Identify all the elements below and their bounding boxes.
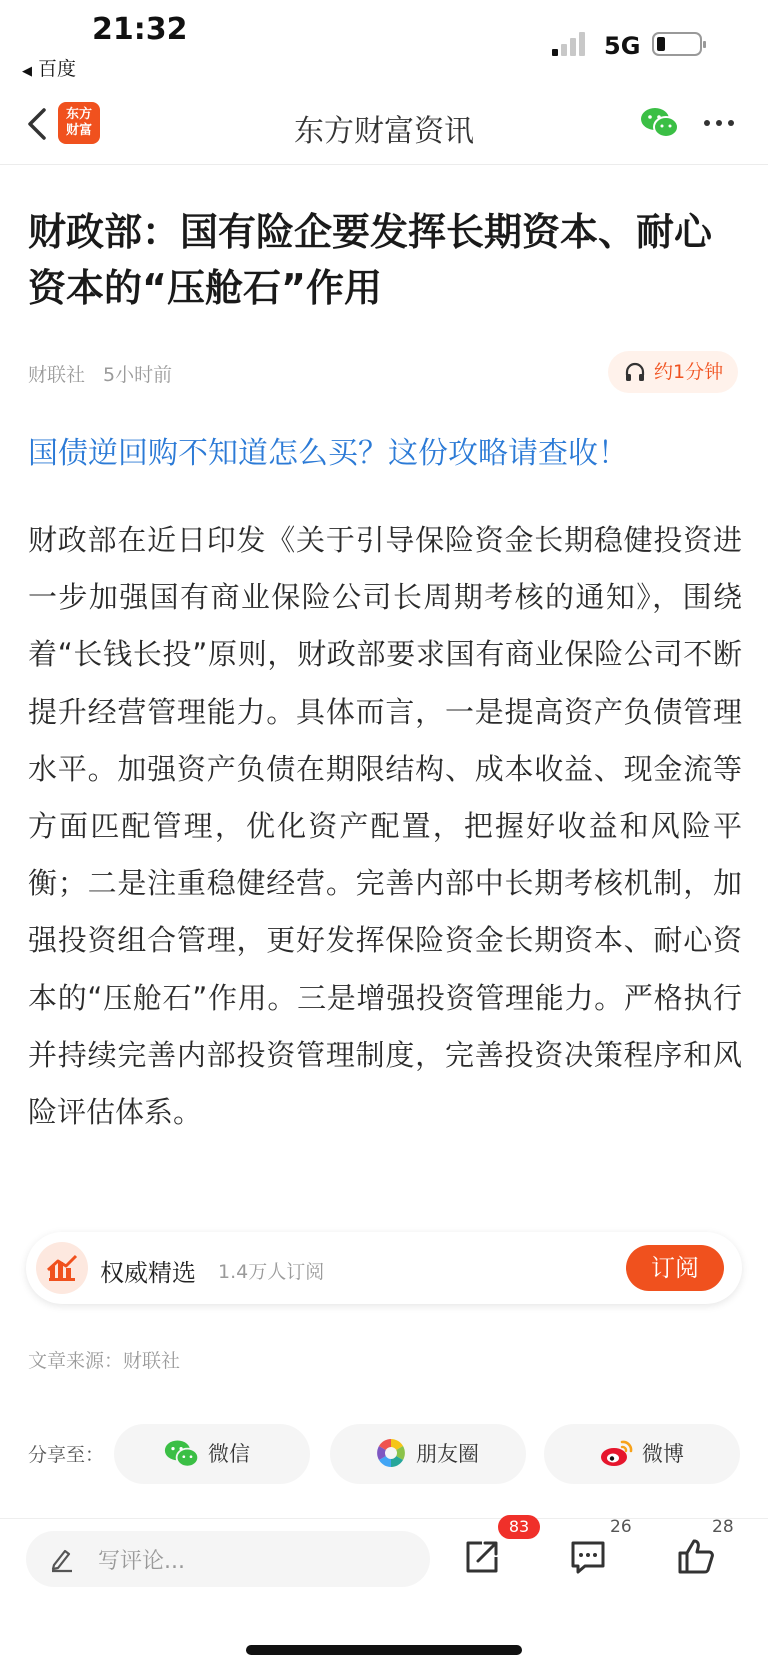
moments-icon: [376, 1438, 406, 1468]
article-meta: [28, 360, 172, 387]
bottom-action-bar: [0, 1518, 768, 1663]
article-body: 财政部在近日印发《关于引导保险资金长期稳健投资进一步加强国有商业保险公司长周期考核的通知》，围绕着“长钱长投”原则，财政部要求国有商业保险公司不断提升经营管理能力。具体而言，一是提高资产负债管理水平。加强资产负债在期限结构、成本收益、现金流等方面匹配管理，优化资产配置，把握好收益和风险平衡；二是注重稳健经营。完善内部中长期考核机制，加强投资组合管理，更好发挥保险资金长期资本、耐心资本的“压舱石”作用。三是增强投资管理能力。严格执行并持续完善内部投资管理制度，完善投资决策程序和风险评估体系。: [28, 523, 742, 1130]
nav-title: 东方财富资讯: [294, 114, 474, 149]
share-label: 分享至：: [28, 1444, 105, 1466]
battery-icon: [652, 32, 702, 56]
more-options-icon[interactable]: [704, 120, 736, 128]
share-weibo-button[interactable]: [544, 1424, 740, 1484]
share-weibo-label: 微博: [642, 1442, 684, 1466]
share-moments-button[interactable]: [330, 1424, 526, 1484]
comment-icon[interactable]: [568, 1537, 608, 1577]
nav-bar: [0, 86, 768, 165]
article-source: 文章来源：财联社: [28, 1350, 181, 1372]
subscription-name: 权威精选: [100, 1259, 196, 1287]
logo-text-top: 东方: [65, 107, 92, 122]
status-time: 21:32: [92, 12, 188, 47]
share-moments-label: 朋友圈: [416, 1442, 479, 1466]
status-bar: [0, 0, 768, 86]
back-to-app-link[interactable]: [22, 54, 76, 81]
article-time: 5小时前: [103, 364, 173, 386]
headphones-icon: [624, 361, 646, 383]
subscribe-button[interactable]: 订阅: [626, 1245, 724, 1291]
share-count-badge: 83: [498, 1515, 540, 1539]
share-wechat-label: 微信: [208, 1442, 250, 1466]
like-thumbs-up-icon[interactable]: [676, 1537, 716, 1577]
share-wechat-button[interactable]: [114, 1424, 310, 1484]
home-indicator[interactable]: [246, 1645, 522, 1655]
share-icon[interactable]: [462, 1537, 502, 1577]
subscription-card[interactable]: [26, 1232, 742, 1304]
article-source-name[interactable]: 财联社: [28, 364, 86, 386]
listen-button[interactable]: [608, 351, 738, 393]
wechat-share-icon[interactable]: [640, 106, 680, 140]
subscription-count: 1.4万人订阅: [218, 1261, 325, 1283]
promo-link[interactable]: 国债逆回购不知道怎么买？这份攻略请查收！: [28, 436, 628, 471]
comment-placeholder: 写评论...: [98, 1549, 185, 1574]
like-count: 28: [712, 1517, 734, 1537]
logo-text-bottom: 财富: [65, 123, 92, 138]
battery-level: [657, 37, 665, 51]
wechat-icon: [164, 1438, 200, 1470]
back-triangle-icon: ◀: [22, 64, 32, 79]
article-headline: 财政部：国有险企要发挥长期资本、耐心资本的“压舱石”作用: [28, 210, 713, 310]
comment-input[interactable]: [26, 1531, 430, 1587]
trend-chart-icon: [36, 1242, 88, 1294]
pencil-icon: [48, 1545, 76, 1573]
comment-count: 26: [610, 1517, 632, 1537]
network-type: 5G: [604, 32, 641, 60]
listen-duration: 约1分钟: [654, 361, 724, 383]
weibo-icon: [600, 1438, 634, 1468]
cellular-signal-icon: [552, 30, 592, 56]
back-app-label: 百度: [38, 58, 77, 80]
